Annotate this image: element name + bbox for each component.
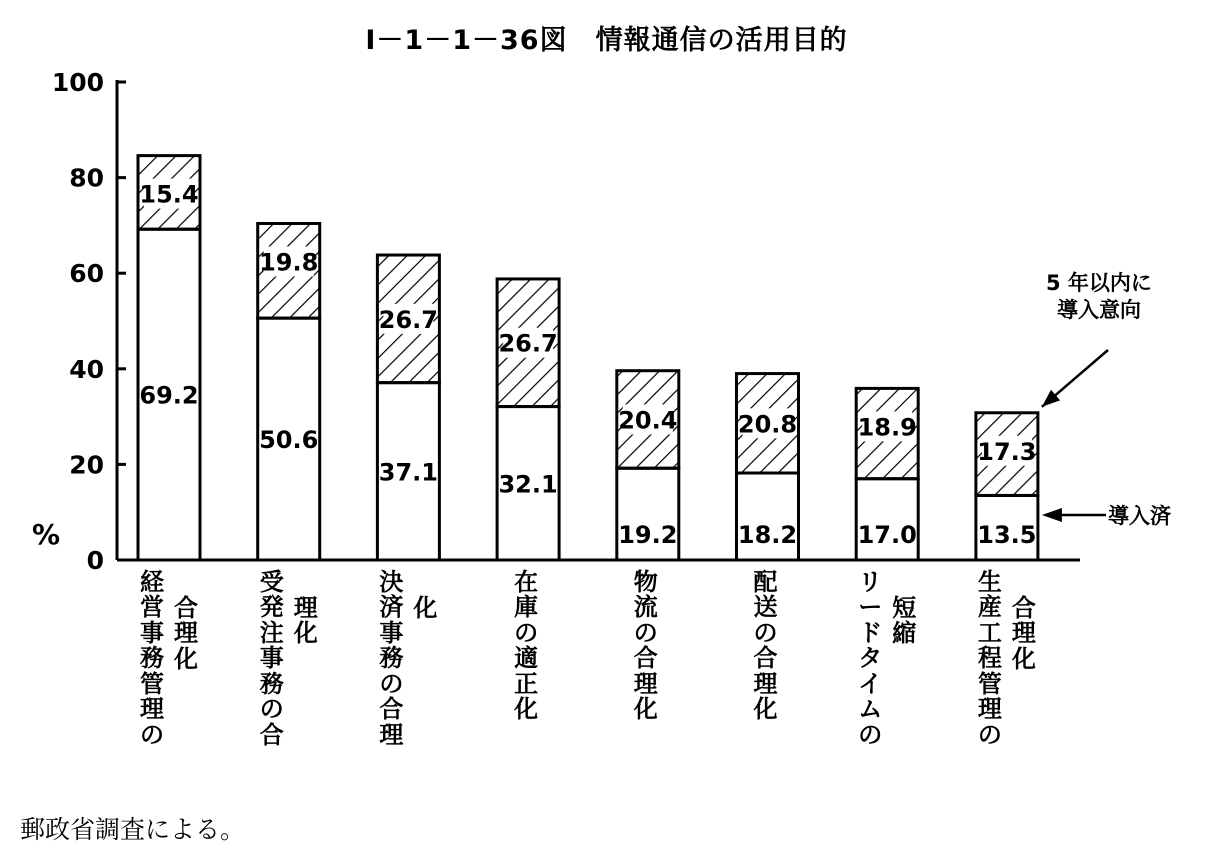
data-label-introduced: 69.2 (139, 381, 199, 410)
y-axis-label: % (32, 518, 61, 551)
data-label-planned: 18.9 (857, 413, 917, 442)
data-label-planned: 19.8 (259, 248, 319, 277)
x-tick-label-column: 決 済 事 務 の 合 理 (379, 568, 404, 749)
y-tick-label: 80 (69, 163, 104, 193)
data-label-introduced: 18.2 (737, 521, 798, 549)
legend-planned-line-1: 5 年以内に (1046, 271, 1152, 295)
data-label-introduced: 13.5 (977, 521, 1037, 549)
x-tick-label-column: 理 化 (293, 594, 318, 648)
x-tick-label (855, 570, 945, 800)
x-tick-label (511, 570, 601, 800)
legend-planned-line-2: 導入意向 (1056, 298, 1141, 323)
x-tick-label-column: 合 理 化 (174, 594, 198, 673)
bars (138, 156, 1038, 560)
x-tick-label (257, 570, 347, 800)
data-label-introduced: 17.0 (857, 521, 917, 549)
legend-introduced: 導入済 (1108, 504, 1171, 528)
data-label-planned: 26.7 (378, 305, 439, 334)
y-tick-label: 40 (69, 354, 104, 384)
x-tick-label (975, 570, 1065, 800)
y-tick-label: 60 (69, 259, 104, 289)
data-label-introduced: 19.2 (618, 521, 678, 549)
x-tick-label-column: 経 営 事 務 管 理 の (140, 568, 164, 749)
x-tick-label-column: 短 縮 (892, 594, 917, 648)
x-tick-label-column: リ ー ド タ イ ム の (858, 568, 883, 749)
data-label-planned: 17.3 (977, 437, 1037, 466)
data-label-introduced: 50.6 (259, 426, 319, 455)
data-label-planned: 15.4 (139, 180, 199, 209)
x-tick-label (751, 570, 841, 800)
data-label-planned: 20.8 (737, 410, 798, 439)
data-label-introduced: 32.1 (498, 470, 558, 499)
x-tick-label (376, 570, 466, 800)
x-tick-label-column: 配 送 の 合 理 化 (753, 568, 778, 724)
x-tick-label-column: 生 産 工 程 管 理 の (977, 568, 1002, 749)
y-tick-label: 0 (86, 546, 104, 575)
x-tick-label-column: 物 流 の 合 理 化 (633, 568, 658, 724)
legend-planned (1046, 270, 1152, 325)
data-label-planned: 20.4 (618, 406, 678, 435)
data-label-introduced: 37.1 (378, 458, 439, 487)
x-tick-label-column: 合 理 化 (1011, 594, 1036, 673)
source-note: 郵政省調査による。 (20, 815, 246, 844)
x-tick-label (137, 570, 227, 800)
chart-title: Ⅰ－1－1－36図 情報通信の活用目的 (365, 25, 848, 56)
data-label-planned: 26.7 (498, 329, 558, 358)
x-tick-label (631, 570, 721, 800)
arrowhead-introduced (1042, 508, 1062, 522)
y-tick-label: 20 (69, 450, 104, 480)
annotation-arrows (1042, 350, 1108, 522)
axes (52, 68, 1080, 575)
x-tick-label-column: 化 (413, 594, 438, 622)
x-tick-label-column: 受 発 注 事 務 の 合 (259, 568, 284, 749)
x-tick-label-column: 在 庫 の 適 正 化 (514, 568, 539, 724)
y-tick-label: 100 (51, 68, 104, 97)
